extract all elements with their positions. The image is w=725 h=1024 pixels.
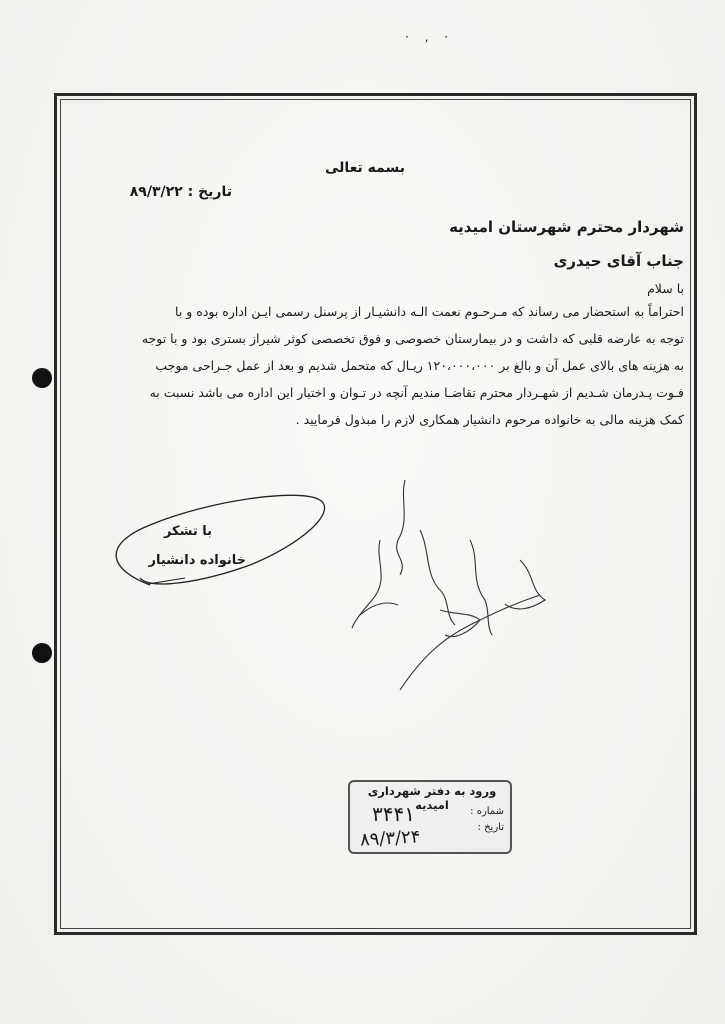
body-line-3: به هزینه های بالای عمل آن و بالغ بر ۱۲۰،۰۰۰،۰۰۰ ریـال که متحمل شدیم و بعد از عمل جـراحی موجب [155, 358, 684, 373]
document-date [100, 184, 232, 200]
body-line-5: کمک هزینه مالی به خانواده مرحوم دانشیار همکاری لازم را مبذول فرمایید . [295, 412, 684, 427]
punch-hole-bottom [32, 643, 52, 663]
stamp-number-label: شماره : [470, 806, 504, 817]
scan-marks: · ‚ · [405, 30, 455, 44]
document-heading: بسمه تعالی [324, 160, 406, 176]
greeting: با سلام [647, 281, 684, 296]
closing-sender: خانواده دانشیار [148, 553, 246, 568]
body-line-1: احتراماً به استحضار می رساند که مـرحـوم نعمت الـه دانشیـار از پرسنل رسمی ایـن اداره بوده و با [175, 304, 684, 319]
recipient-name: جناب آقای حیدری [553, 252, 684, 270]
recipient-title: شهردار محترم شهرستان امیدیه [449, 218, 684, 236]
stamp-date-value: ۸۹/۳/۲۴ [359, 826, 421, 851]
body-line-4: فـوت پـدرمان شـدیم از شهـردار محترم تقاضـا مندیم آنچه در تـوان و اختیار این اداره می باشد نسبت به [149, 385, 684, 400]
body-line-2: توجه به عارضه قلبی که داشت و در بیمارستان خصوصی و فوق تخصصی کوثر شیراز بستری بود و با توجه [141, 331, 684, 346]
stamp-number-value: ۳۴۴۱ [372, 802, 415, 826]
registration-stamp [348, 780, 512, 854]
punch-hole-top [32, 368, 52, 388]
closing-thanks: با تشکر [163, 524, 212, 539]
date-label: تاریخ : [187, 184, 232, 200]
stamp-date-label: تاریخ : [477, 822, 504, 833]
stamp-title: ورود به دفتر شهرداری امیدیه [367, 784, 497, 812]
date-value: ۸۹/۳/۲۲ [129, 184, 183, 200]
